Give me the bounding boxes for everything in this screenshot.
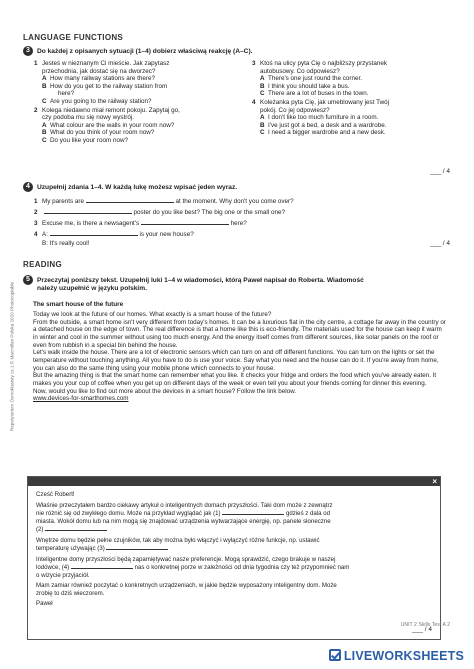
- task-3-score: ___ / 4: [430, 168, 450, 175]
- article-paragraph-2: From the outside, a smart home isn't very different from today's homes. It can be a luxurious flat in the city centre, a cottage far away in the country or a detached house on the edge of town. The real difference is that a home like this is eco-friendly. The materials used for the house can keep it warm in winter and cool in the summer without using too much energy. And the energy itself comes from different sources, like solar panels on the roof or even from rubbish in a special bin behind the house.: [33, 318, 446, 349]
- option-2a[interactable]: A What colour are the walls in your room now?: [42, 121, 175, 129]
- gap-sentence-4-reply: B: It's really cool!: [42, 240, 90, 247]
- option-2b[interactable]: B What do you think of your room now?: [42, 129, 155, 137]
- gap-sentence-1: 1 My parents are at the moment. Why don't you come over?: [34, 198, 294, 205]
- message-greeting: Cześć Robert!: [36, 491, 75, 498]
- article-title: The smart house of the future: [33, 301, 124, 308]
- option-1c[interactable]: C Are you going to the railway station?: [42, 97, 152, 105]
- brand-bar: [0, 643, 474, 669]
- message-signature: Paweł: [36, 600, 53, 607]
- task-3-right-column: [252, 60, 452, 137]
- message-titlebar: [28, 477, 440, 486]
- message-gap-2[interactable]: [45, 525, 107, 531]
- gap-sentence-2: 2 poster do you like best? The big one or the small one?: [34, 209, 285, 216]
- question-4: 4 Koleżanka pyta Cię, jak umeblowany jest Twój pokój. Co jej odpowiesz? A I don't like too much furniture in a room. B I've just got a bed, a desk and a wardrobe. C I need a bigger wardrobe and a new desk.: [252, 99, 452, 137]
- option-3b[interactable]: B I think you should take a bus.: [260, 82, 350, 90]
- article-link[interactable]: www.devices-for-smarthomes.com: [33, 395, 129, 403]
- option-4c[interactable]: C I need a bigger wardrobe and a new desk.: [260, 129, 386, 137]
- message-gap-3[interactable]: [106, 544, 168, 550]
- option-2c[interactable]: C Do you like your room now?: [42, 136, 129, 144]
- page-footer: UNIT 2 Skills Test A 2: [400, 622, 450, 628]
- option-1b[interactable]: B How do you get to the railway station from: [42, 82, 168, 90]
- task-4-instruction: 4 Uzupełnij zdania 1–4. W każdą lukę możesz wpisać jeden wyraz.: [23, 182, 237, 192]
- gap-sentence-4: 4 A: is your new house?: [34, 231, 194, 238]
- message-paragraph-4: Mam zamiar również poczytać o konkretnych urządzeniach, w jakie będzie wyposażony inteligentny dom. Może zrobię to dziś wieczorem.: [36, 582, 337, 597]
- section-heading-reading: READING: [23, 260, 62, 269]
- task-number-badge: 5: [23, 275, 33, 285]
- section-heading-language-functions: LANGUAGE FUNCTIONS: [23, 33, 124, 42]
- message-paragraph-3: Inteligentne domy przyszłości będą zapamiętywać nasze preferencje. Mogą sprawdzić, czego brakuje w naszej lodówce, (4) nas o konkretnej porze w zależności od dnia tygodnia czy też przypomnieć nam o wizycie przyjaciół.: [36, 555, 350, 579]
- article-paragraph-1: Today we look at the future of our homes. What exactly is a smart house of the future?: [33, 311, 272, 318]
- option-3c[interactable]: C There are a lot of buses in the town.: [260, 90, 369, 98]
- option-1a[interactable]: A How many railway stations are there?: [42, 75, 155, 83]
- question-1: 1 Jesteś w nieznanym Ci mieście. Jak zapytasz przechodnia, jak dostać się na dworzec? A How many railway stations are there? B How do you get to the railway station from here? C Are you going to the railway station?: [34, 60, 239, 106]
- gap-sentence-3: 3 Excuse me, is there a newsagent's here?: [34, 220, 247, 227]
- article-paragraph-3: Let's walk inside the house. There are a lot of electronic sensors which can turn on and off different functions. You can turn on the lights or set the temperature without touching anything. All you have to do is use your voice. Say what you need and the house can do it. If you're away from home, you can also do the same thing using your mobile phone which connects to your house.: [33, 349, 439, 372]
- gap-input-4[interactable]: [50, 230, 138, 236]
- option-4b[interactable]: B I've just got a bed, a desk and a wardrobe.: [260, 121, 387, 129]
- task-5-instruction: 5 Przeczytaj poniższy tekst. Uzupełnij luki 1–4 w wiadomości, którą Paweł napisał do Roberta. Wiadomość należy uzupełnić w języku polskim.: [23, 275, 451, 293]
- article-paragraph-5: Now, would you like to find out more about the devices in a smart house? Follow the link below.: [33, 387, 296, 395]
- checkmark-icon: [329, 649, 341, 661]
- side-credit: Repetytorium Ósmoklasisty cz.1 © Macmillan Polska 2020 Photocopiable: [9, 281, 15, 432]
- task-3-instruction: 3 Do każdej z opisanych sytuacji (1–4) dobierz właściwą reakcję (A–C).: [23, 46, 252, 56]
- gap-input-1[interactable]: [86, 197, 174, 203]
- task-3-left-column: [34, 60, 239, 145]
- message-gap-4[interactable]: [71, 563, 133, 569]
- close-icon[interactable]: ×: [432, 477, 437, 486]
- gap-input-2[interactable]: [44, 208, 132, 214]
- task-number-badge: 3: [23, 46, 33, 56]
- liveworksheets-logo[interactable]: LIVEWORKSHEETS: [329, 649, 464, 663]
- article-paragraph-4: But the amazing thing is that the smart home can remember what you like. It checks your fridge and orders the food which you've already eaten. It makes you your cup of coffee when you get up on different days of the week or even tell you about your friends coming for dinner this evening.: [33, 372, 437, 387]
- message-paragraph-2: Wnętrze domu będzie pełne czujników, tak aby można było włączyć i wyłączyć różne funkcje, np. ustawić temperaturę używając (3): [36, 536, 320, 552]
- message-body: [36, 491, 434, 611]
- message-gap-1[interactable]: [222, 509, 284, 515]
- article-text: [33, 311, 447, 403]
- message-paragraph-1: Właśnie przeczytałem bardzo ciekawy artykuł o inteligentnych domach przyszłości. Taki dom może z zewnątrz nie różnić się od zwykłego domu. Może na przykład wyglądać jak (1) gdzieś z dala od miasta. Wokół domu lub na nim mogą się znajdować urządzenia wytwarzające energię, np. panele słoneczne (2): [36, 501, 333, 533]
- task-number-badge: 4: [23, 182, 33, 192]
- question-3: 3 Ktoś na ulicy pyta Cię o najbliższy przystanek autobusowy. Co odpowiesz? A There's one just round the corner. B I think you should take a bus. C There are a lot of buses in the town.: [252, 60, 452, 98]
- message-window: [27, 476, 441, 640]
- question-2: 2 Kolega niedawno miał remont pokoju. Zapytaj go, czy podoba mu się nowy wystrój. A What colour are the walls in your room now? B What do you think of your room now? C Do you like your room now?: [34, 107, 239, 145]
- task-4-score: ___ / 4: [430, 240, 450, 247]
- option-4a[interactable]: A I don't like too much furniture in a room.: [260, 114, 379, 122]
- task-5-score: ___ / 4: [412, 626, 432, 633]
- gap-input-3[interactable]: [141, 219, 229, 225]
- option-3a[interactable]: A There's one just round the corner.: [260, 75, 362, 83]
